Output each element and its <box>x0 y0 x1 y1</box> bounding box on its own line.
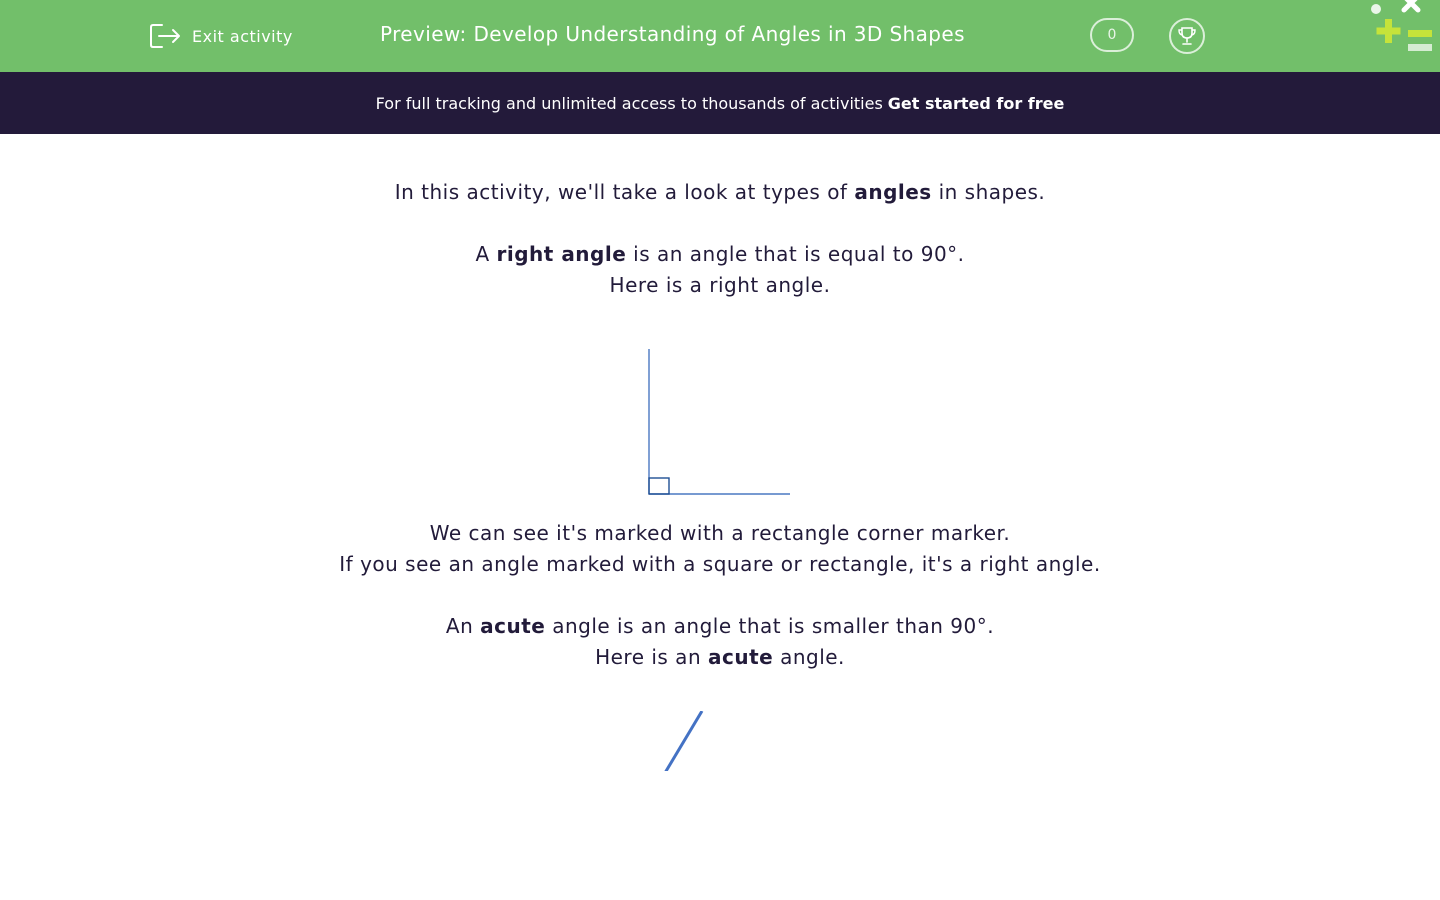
right-angle-definition: A right angle is an angle that is equal to 90°. <box>475 242 965 266</box>
get-started-link[interactable]: Get started for free <box>887 93 1065 113</box>
page-title: Preview: Develop Understanding of Angles in 3D Shapes <box>380 22 965 46</box>
intro-text: In this activity, we'll take a look at types of angles in shapes. <box>394 180 1046 204</box>
acute-angle-definition: An acute angle is an angle that is smaller than 90°. <box>445 614 995 638</box>
exit-activity-label: Exit activity <box>192 26 293 46</box>
right-angle-intro: Here is a right angle. <box>609 273 831 297</box>
maths-symbols-logo <box>1366 0 1440 72</box>
signup-banner <box>0 72 1440 134</box>
activity-content <box>0 134 1440 771</box>
score-badge: 0 <box>1090 18 1134 52</box>
acute-angle-intro: Here is an acute angle. <box>595 645 845 669</box>
exit-icon <box>149 22 182 50</box>
marker-explanation-1: We can see it's marked with a rectangle corner marker. <box>429 521 1011 545</box>
exit-activity-button[interactable] <box>149 20 293 52</box>
marker-explanation-2: If you see an angle marked with a square or rectangle, it's a right angle. <box>339 552 1101 576</box>
top-bar <box>0 0 1440 72</box>
right-angle-diagram <box>0 341 1440 501</box>
banner-text: For full tracking and unlimited access to thousands of activities <box>375 93 883 113</box>
trophy-button[interactable] <box>1169 18 1205 54</box>
trophy-icon <box>1176 25 1198 47</box>
acute-angle-diagram <box>0 711 1440 771</box>
